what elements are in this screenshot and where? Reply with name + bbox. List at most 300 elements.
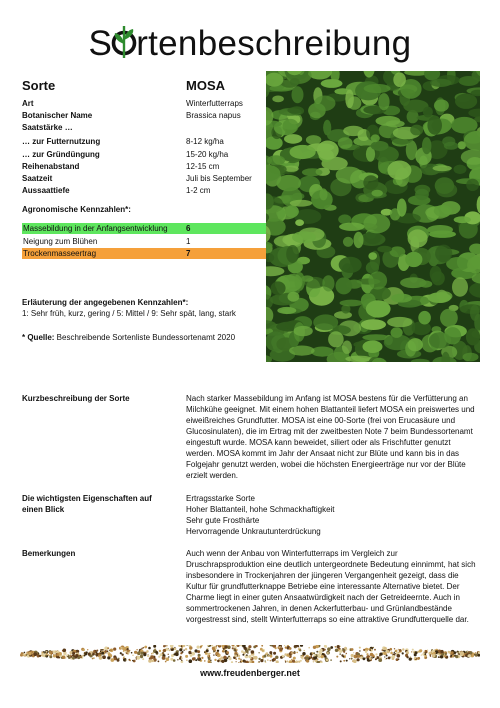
seed-dot [126,652,128,654]
prop-label: … zur Futternutzung [22,137,101,146]
leaf [267,155,285,165]
leaf [363,175,378,190]
seed-dot [24,652,26,654]
seed-dot [42,654,44,656]
seed-dot [158,661,160,663]
seed-dot [265,661,267,663]
seed-dot [346,653,347,654]
seed-dot [414,657,416,659]
seed-dot [166,657,170,661]
leaf [452,277,468,297]
seed-dot [372,647,374,649]
seed-dot [241,650,244,653]
leaf [387,161,411,180]
seed-dot [412,649,414,651]
seed-dot [226,651,229,654]
seed-dot [223,648,225,650]
seed-dot [339,653,341,655]
leaf [391,294,412,303]
seed-dot [59,652,62,655]
leaf [343,237,353,247]
seed-dot [427,650,428,651]
seed-dot [373,657,374,658]
seed-dot [363,657,366,660]
prop-value: 1-2 cm [186,186,211,195]
seed-dot [181,657,183,659]
kennzahlen-title: Agronomische Kennzahlen*: [22,205,131,214]
seed-dot [251,650,255,654]
seed-dot [201,657,203,659]
seed-dot [392,657,395,660]
seed-dot [258,658,260,660]
seed-dot [302,652,305,655]
list-item: Hoher Blattanteil, hohe Schmackhaftigkeit [186,505,335,514]
seed-dot [132,655,133,656]
seed-dot [421,654,422,655]
seed-dot [197,646,200,649]
seed-dot [242,654,244,656]
seed-dot [231,661,233,663]
prop-label: Art [22,99,34,108]
seed-dot [260,648,263,651]
seed-dot [336,656,338,658]
leaf [328,331,344,347]
seed-dot [178,645,181,647]
seed-dot [417,657,420,660]
seed-dot [289,660,293,663]
kennzahl-value: 6 [186,224,191,233]
seed-dot [351,658,353,660]
seed-dot [185,648,187,650]
seed-dot [63,652,66,655]
seed-dot [444,655,446,657]
leaf [319,188,327,200]
leaf [454,165,467,174]
leaf [430,79,451,87]
seed-dot [247,652,249,654]
seed-dot [353,660,357,664]
leaf [368,271,387,289]
seed-dot [394,648,395,649]
seed-dot [415,651,418,654]
seed-dot [174,648,177,651]
leaf [377,246,392,253]
seed-dot [128,659,130,661]
prop-value: 8-12 kg/ha [186,137,224,146]
seed-dot [279,647,283,651]
seed-dot [433,652,436,655]
seed-dot [28,652,32,656]
quelle-text: Beschreibende Sortenliste Bundessortenamt 2020 [54,333,236,342]
seed-dot [81,655,83,657]
seed-dot [451,651,454,654]
leaf [466,179,479,191]
seed-dot [335,646,337,648]
seed-dot [378,658,382,662]
seed-dot [170,645,174,648]
seed-dot [163,645,165,647]
leaf [287,107,303,114]
seed-dot [127,648,129,650]
seed-dot [314,654,316,656]
seed-dot [296,660,297,661]
leaf [292,231,316,243]
eigenschaften-label: Die wichtigsten Eigenschaften auf einen Blick [22,494,152,514]
seed-dot [313,652,315,654]
seed-dot [359,650,360,651]
seed-dot [376,657,377,658]
prop-value: 15-20 kg/ha [186,150,229,159]
seed-dot [359,647,361,649]
seed-dot [108,653,111,656]
seed-dot [134,651,137,654]
seed-dot [180,652,182,654]
leaf [434,99,449,111]
seed-dot [68,656,71,659]
seed-dot [448,651,451,654]
leaf [354,232,364,248]
seed-dot [279,645,280,646]
seed-dot [99,656,103,660]
leaf [372,190,383,197]
prop-label: Reihenabstand [22,162,80,171]
seed-dot [76,650,79,653]
leaf [321,79,343,88]
seed-dot [212,647,215,650]
seed-dot [319,652,322,655]
seed-dot [234,646,237,649]
seed-dot [254,656,258,660]
seed-dot [48,655,50,657]
seed-dot [163,649,166,652]
seed-dot [95,650,96,651]
seed-dot [248,648,250,650]
seed-dot [308,647,310,649]
seed-dot [232,647,234,649]
seed-dot [301,656,302,657]
website-link[interactable]: www.freudenberger.net [200,668,300,678]
seed-dot [155,651,158,654]
seed-dot [104,650,107,653]
leaf [371,134,380,142]
seed-dot [186,660,187,661]
leaf [391,327,403,338]
seed-dot [267,659,269,661]
seed-dot [228,657,231,660]
seed-dot [26,652,28,654]
leaf [302,168,323,176]
seed-dot [168,654,169,655]
seed-dot [162,656,166,660]
seed-dot [126,659,127,660]
seed-dot [100,651,101,652]
seed-dot [160,653,163,656]
seed-dot [292,653,294,655]
prop-value: 12-15 cm [186,162,220,171]
seed-dot [49,655,52,658]
seed-dot [46,651,48,653]
seed-dot [190,650,191,651]
seed-dot [118,658,120,660]
seed-dot [147,655,149,657]
seed-dot [223,656,226,659]
seed-dot [200,646,202,648]
seed-dot [424,657,426,659]
seed-dot [394,652,396,654]
seed-dot [183,650,184,651]
seed-dot [306,656,309,659]
seed-dot [324,649,326,651]
seed-dot [244,660,247,663]
seed-dot [148,647,151,650]
leaf [271,281,286,295]
leaf [286,245,299,263]
leaf [408,338,423,351]
seed-dot [349,658,350,659]
seed-dot [238,658,240,660]
seed-dot [258,661,259,662]
seed-dot [384,647,387,650]
seed-dot [357,655,360,658]
seed-dot [129,650,130,651]
seed-dot [399,649,402,652]
seed-dot [187,645,188,646]
seed-dot [143,647,145,649]
seed-dot [241,660,243,662]
seed-dot [189,659,193,663]
seed-dot [110,649,112,651]
seed-dot [132,660,133,661]
seed-dot [142,658,144,660]
leaf [432,326,442,333]
seed-dot [107,656,110,659]
seed-dot [318,655,321,658]
seed-dot [375,653,377,655]
seed-dot [460,651,464,655]
seed-dot [369,657,372,660]
leaf [466,328,480,345]
leaf [317,141,339,160]
seed-dot [240,659,241,660]
seed-dot [177,659,178,660]
list-item: Hervorragende Unkrautunterdrückung [186,527,321,536]
seed-dot [102,655,106,659]
seed-dot [120,652,122,654]
seed-dot [387,650,390,653]
seed-dot [181,660,182,661]
prop-label: Botanischer Name [22,111,93,120]
seed-dot [146,650,149,653]
seed-dot [440,650,443,653]
kennzahl-row-bluehneigung [22,236,266,247]
leaf [418,311,431,325]
seed-dot [382,650,383,651]
seed-dot [282,655,284,657]
seed-dot [150,655,154,659]
seed-dot [121,654,123,656]
seed-dot [232,645,235,647]
leaf [390,246,406,257]
seed-dot [342,648,343,649]
seed-dot [213,652,215,654]
leaf [290,145,316,159]
seed-dot [301,657,303,659]
seed-dot [409,658,412,661]
seed-dot [179,648,182,651]
seed-dot [45,653,47,655]
leaf [454,216,471,223]
seed-dot [204,651,206,653]
kennzahl-value: 1 [186,237,191,246]
seed-dot [294,651,296,653]
seed-dot [398,658,400,660]
page-title [0,22,500,66]
seed-dot [238,655,240,657]
sorte-label: Sorte [22,78,56,93]
seed-dot [470,651,473,654]
seed-dot [84,652,85,653]
seed-dot [214,659,216,661]
seed-dot [475,652,476,653]
seed-dot [284,645,285,646]
leaf [366,300,391,317]
seed-dot [185,655,188,658]
seed-dot [99,652,100,653]
leaf [423,107,433,118]
seed-dot [208,657,210,659]
leaf [427,225,453,234]
seed-dot [123,650,125,652]
kurzbeschreibung-label: Kurzbeschreibung der Sorte [22,394,130,403]
leaf [345,356,372,362]
seed-dot [216,645,217,646]
seed-dot [111,658,115,662]
seed-dot [120,648,122,650]
leaf [272,96,284,103]
seed-dot [268,655,270,657]
seed-dot [166,645,167,646]
seed-dot [211,645,213,647]
seed-dot [285,661,286,662]
kennzahl-row-massebildung [22,223,266,234]
seed-dot [204,660,206,662]
seed-dot [234,654,237,657]
list-item: Sehr gute Frosthärte [186,516,260,525]
seed-dot [141,648,142,649]
seed-dot [75,654,78,657]
seed-dot [311,655,313,657]
seed-dot [363,649,365,651]
rapeseed-field-photo [266,71,480,362]
leaf [284,134,302,144]
leaf [434,205,452,217]
seed-dot [222,650,224,652]
seed-dot [276,660,279,663]
leaf [430,266,442,282]
leaf [397,199,407,217]
seed-dot [236,649,238,651]
prop-value: Brassica napus [186,111,241,120]
prop-value: Juli bis September [186,174,252,183]
seed-dot [165,645,166,646]
seed-dot [152,660,155,663]
seed-dot [343,660,345,662]
leaf [408,229,428,247]
seed-dot [207,653,210,656]
seed-dot [53,654,56,657]
seed-dot [349,649,350,650]
leaf [435,245,452,263]
seed-dot [357,658,360,661]
seed-dot [170,658,173,661]
eigenschaften-list [186,493,476,537]
seed-dot [297,645,299,647]
seed-dot [394,651,395,652]
seed-dot [39,655,41,657]
leaf [393,72,406,87]
seed-dot [463,655,464,656]
title-end: rtenbeschreibung [136,24,412,63]
seed-dot [62,656,65,659]
leaf [459,76,479,86]
seed-dot [366,653,368,655]
leaf [419,281,432,288]
quelle-label: * Quelle: [22,333,55,342]
leaf [415,189,429,200]
seed-dot [441,653,444,656]
seed-dot [215,652,219,656]
seed-dot [188,651,191,654]
seed-dot [327,647,331,651]
seed-dot [269,651,272,654]
seed-dot [437,653,439,655]
seed-dot [198,656,200,658]
seed-dot [390,652,393,655]
seed-dot [321,655,324,658]
seed-dot [365,657,366,658]
leaf [342,341,352,354]
seed-dot [351,648,354,651]
leaf [336,277,353,294]
leaf [433,165,452,171]
leaf [277,307,296,314]
leaf [289,346,315,356]
seed-dot [286,660,288,662]
seed-dot [192,657,195,660]
seed-dot [397,654,401,658]
seed-dot [465,651,467,653]
seed-dot [406,656,408,658]
seed-dot [92,658,94,660]
seed-dot [244,647,246,649]
seed-dot [335,649,338,652]
kennzahl-label: Trockenmasseertrag [23,249,97,258]
seed-dot [402,648,404,650]
seed-dot [300,645,303,647]
seed-dot [63,649,67,653]
leaf [339,257,362,273]
seed-dot [210,662,211,663]
seed-dot [136,656,140,660]
seed-dot [214,650,216,652]
prop-value: Winterfutterraps [186,99,243,108]
seed-dot [478,654,481,657]
kurzbeschreibung-text: Nach starker Massebildung im Anfang ist MOSA bestens für die Verfütterung an Milchkühe geeignet. Mit einem hohen Blattanteil liefert MOSA ein preiswertes und eiweißreiches Grundfutter. MOSA ist eine 00-Sorte (frei von Erucasäure und Glucosinulaten), die im Ertrag mit der zweitbesten Note 7 beim Bundessortenamt eingestuft wurde. MOSA kann beweidet, siliert oder als Frischfutter genutzt werden. MOSA kommt im Jahr der Ansaat nicht zur Blüte und kann bis in das Folgejahr genutzt werden, wobei die höchsten Energieerträge nur vor der Blüte erzielt werden. [186,394,475,480]
seed-dot [148,659,152,663]
leaf [444,327,461,344]
seed-dot [140,655,143,658]
leaf [285,205,299,217]
